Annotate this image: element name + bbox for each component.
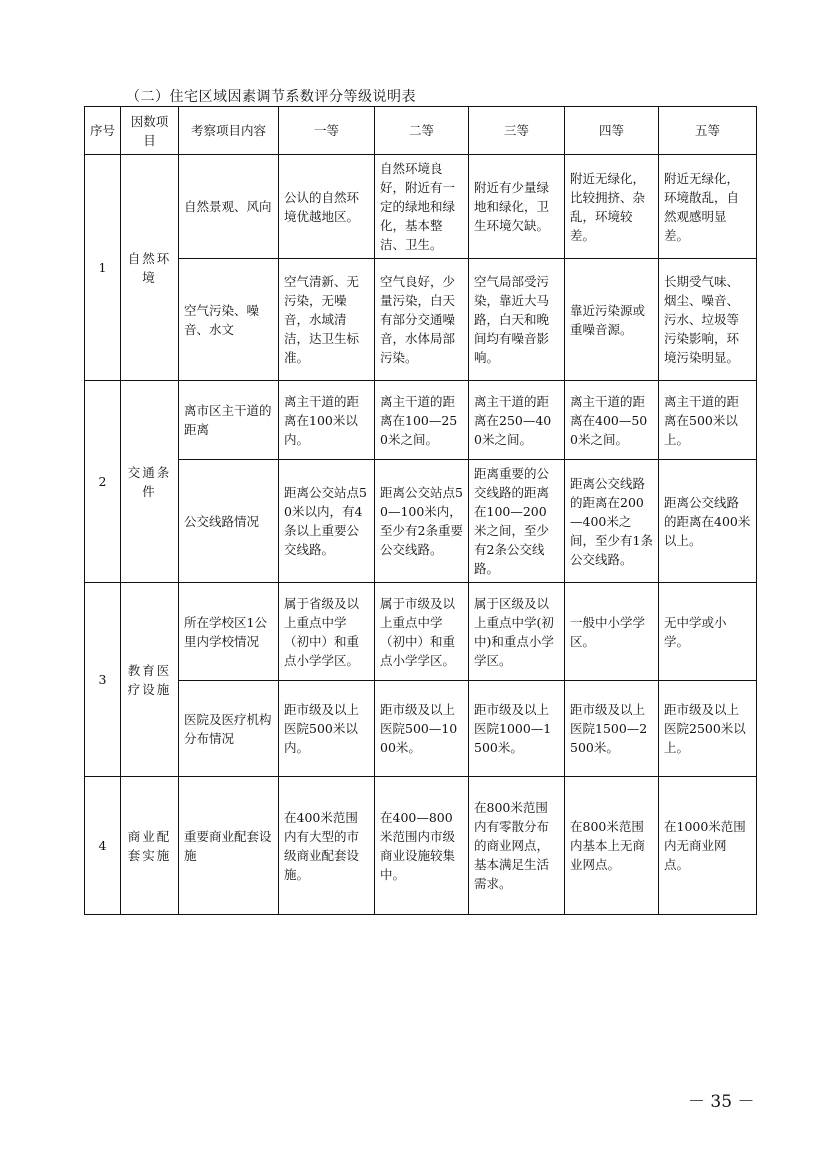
category-cell: 交通条件 (121, 381, 179, 583)
header-cell-item: 考察项目内容 (179, 107, 279, 155)
grade-cell: 在400米范围内有大型的市级商业配套设施。 (279, 777, 375, 915)
grade-cell: 离主干道的距离在500米以上。 (659, 381, 757, 460)
grade-cell: 附近无绿化，环境散乱，自然观感明显差。 (659, 155, 757, 259)
grade-cell: 空气良好，少量污染，白天有部分交通噪音，水体局部污染。 (375, 259, 469, 381)
grading-table (84, 106, 757, 915)
row-number: 2 (85, 381, 121, 583)
grade-cell: 离主干道的距离在100米以内。 (279, 381, 375, 460)
grade-cell: 距离公交站点50—100米内，至少有2条重要公交线路。 (375, 460, 469, 583)
category-cell: 自然环境 (121, 155, 179, 381)
grade-cell: 附近无绿化，比较拥挤、杂乱，环境较差。 (565, 155, 659, 259)
grade-cell: 自然环境良好，附近有一定的绿地和绿化，基本整洁、卫生。 (375, 155, 469, 259)
grade-cell: 一般中小学学区。 (565, 583, 659, 681)
grade-cell: 距市级及以上医院2500米以上。 (659, 681, 757, 777)
table-row (85, 381, 757, 460)
grade-cell: 在400—800米范围内市级商业设施较集中。 (375, 777, 469, 915)
grade-cell: 长期受气味、烟尘、噪音、污水、垃圾等污染影响，环境污染明显。 (659, 259, 757, 381)
header-cell-category: 因数项目 (121, 107, 179, 155)
grade-cell: 距离重要的公交线路的距离在100—200米之间，至少有2条公交线路。 (469, 460, 565, 583)
grade-cell: 离主干道的距离在250—400米之间。 (469, 381, 565, 460)
table-row (85, 259, 757, 381)
grade-cell: 靠近污染源或重噪音源。 (565, 259, 659, 381)
grade-cell: 属于省级及以上重点中学（初中）和重点小学学区。 (279, 583, 375, 681)
header-cell-grade-1: 一等 (279, 107, 375, 155)
header-cell-index: 序号 (85, 107, 121, 155)
grade-cell: 空气清新、无污染，无噪音，水域清洁，达卫生标准。 (279, 259, 375, 381)
header-row (85, 107, 757, 155)
grade-cell: 在800米范围内有零散分布的商业网点，基本满足生活需求。 (469, 777, 565, 915)
grade-cell: 空气局部受污染，靠近大马路，白天和晚间均有噪音影响。 (469, 259, 565, 381)
grade-cell: 离主干道的距离在100—250米之间。 (375, 381, 469, 460)
grade-cell: 距市级及以上医院500米以内。 (279, 681, 375, 777)
grade-cell: 距市级及以上医院500—1000米。 (375, 681, 469, 777)
header-cell-grade-3: 三等 (469, 107, 565, 155)
item-cell: 自然景观、风向 (179, 155, 279, 259)
row-number: 1 (85, 155, 121, 381)
grade-cell: 在1000米范围内无商业网点。 (659, 777, 757, 915)
item-cell: 所在学校区1公里内学校情况 (179, 583, 279, 681)
category-cell: 商业配套实施 (121, 777, 179, 915)
header-cell-grade-4: 四等 (565, 107, 659, 155)
grade-cell: 附近有少量绿地和绿化，卫生环境欠缺。 (469, 155, 565, 259)
page-number: － 35 － (688, 1092, 755, 1112)
row-number: 4 (85, 777, 121, 915)
grade-cell: 离主干道的距离在400—500米之间。 (565, 381, 659, 460)
grade-cell: 距市级及以上医院1000—1500米。 (469, 681, 565, 777)
grade-cell: 距离公交线路的距离在400米以上。 (659, 460, 757, 583)
item-cell: 空气污染、噪音、水文 (179, 259, 279, 381)
row-number: 3 (85, 583, 121, 777)
item-cell: 重要商业配套设施 (179, 777, 279, 915)
table-title: （二）住宅区域因素调节系数评分等级说明表 (126, 89, 416, 105)
header-cell-grade-5: 五等 (659, 107, 757, 155)
grade-cell: 距离公交线路的距离在200—400米之间，至少有1条公交线路。 (565, 460, 659, 583)
grade-cell: 无中学或小学。 (659, 583, 757, 681)
item-cell: 离市区主干道的距离 (179, 381, 279, 460)
table-row (85, 155, 757, 259)
table-row (85, 583, 757, 681)
table-row (85, 681, 757, 777)
item-cell: 医院及医疗机构分布情况 (179, 681, 279, 777)
grade-cell: 属于区级及以上重点中学(初中)和重点小学学区。 (469, 583, 565, 681)
grade-cell: 距离公交站点50米以内，有4条以上重要公交线路。 (279, 460, 375, 583)
category-cell: 教育医疗设施 (121, 583, 179, 777)
grade-cell: 在800米范围内基本上无商业网点。 (565, 777, 659, 915)
header-cell-grade-2: 二等 (375, 107, 469, 155)
grade-cell: 公认的自然环境优越地区。 (279, 155, 375, 259)
item-cell: 公交线路情况 (179, 460, 279, 583)
grade-cell: 属于市级及以上重点中学（初中）和重点小学学区。 (375, 583, 469, 681)
grade-cell: 距市级及以上医院1500—2500米。 (565, 681, 659, 777)
table-row (85, 777, 757, 915)
table-row (85, 460, 757, 583)
